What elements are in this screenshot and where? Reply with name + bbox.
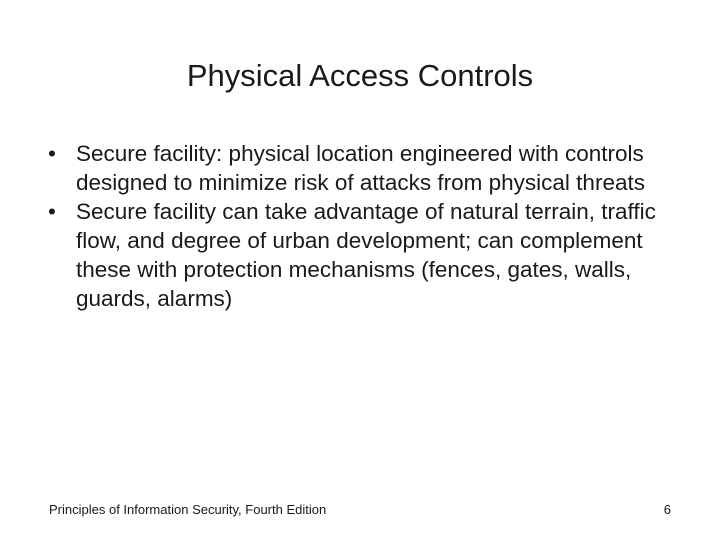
bullet-list: [48, 139, 668, 313]
slide-title: Physical Access Controls: [186, 58, 534, 93]
bullet-item: [48, 197, 668, 313]
bullet-text: Secure facility: physical location engineered with controls designed to minimize risk of attacks from physical threats: [76, 141, 645, 195]
bullet-item: [48, 139, 668, 197]
footer-source: Principles of Information Security, Fourth Edition: [49, 502, 327, 517]
bullet-marker: •: [48, 141, 56, 166]
bullet-text: Secure facility can take advantage of natural terrain, traffic flow, and degree of urban development; can complement these with protection mechanisms (fences, gates, walls, guards, alarms): [76, 199, 656, 311]
bullet-marker: •: [48, 199, 56, 224]
page-number: 6: [663, 502, 671, 517]
